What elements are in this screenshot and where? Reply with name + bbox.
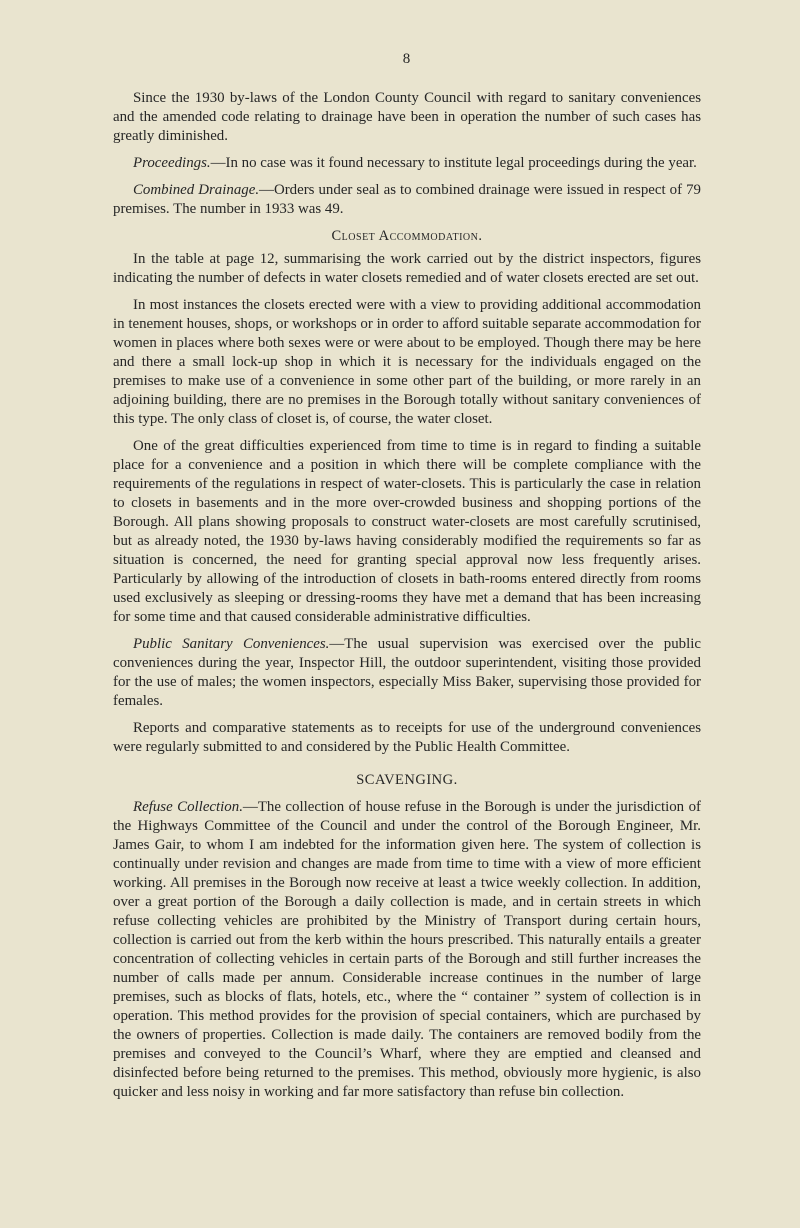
- proceedings-text: —In no case was it found necessary to institute legal proceedings during the year.: [210, 155, 697, 171]
- intro-paragraph: Since the 1930 by-laws of the London County Council with regard to sanitary conveniences and the amended code relating to drainage have been in operation the number of such cases has greatly diminished.: [113, 90, 701, 144]
- proceedings-heading: Proceedings.: [133, 155, 211, 171]
- public-sanitary-paragraph: [113, 635, 701, 711]
- document-page: [113, 50, 701, 1110]
- scavenging-heading: SCAVENGING.: [356, 772, 458, 788]
- refuse-collection-heading: Refuse Collection.: [133, 799, 243, 815]
- reports-paragraph: Reports and comparative statements as to receipts for use of the underground conveniences were regularly submitted to and considered by the Public Health Committee.: [113, 720, 701, 755]
- combined-drainage-text: —Orders under seal as to combined drainage were issued in respect of 79 premises. The number in 1933 was 49.: [113, 182, 701, 217]
- refuse-collection-text: —The collection of house refuse in the Borough is under the jurisdiction of the Highways Committee of the Council and under the control of the Borough Engineer, Mr. James Gair, to whom I am indebted for the information given here. The system of collection is continually under revision and changes are made from time to time with a view of more efficient working. All premises in the Borough now receive at least a twice weekly collection. In addition, over a great portion of the Borough a daily collection is made, and in certain streets in which refuse collecting vehicles are prohibited by the Ministry of Transport during certain hours, collection is carried out from the kerb within the hours prescribed. This naturally entails a greater concentration of collecting vehicles in certain parts of the Borough and still further increases the number of calls made per annum. Considerable increase continues in the number of large premises, such as blocks of flats, hotels, etc., where the “ container ” system of collection is in operation. This method provides for the provision of special containers, which are purchased by the owners of properties. Collection is made daily. The containers are removed bodily from the premises and conveyed to the Council’s Wharf, where they are emptied and cleansed and disinfected before being returned to the premises. This method, obviously more hygienic, is also quicker and less noisy in working and far more satisfactory than refuse bin collection.: [113, 799, 701, 1100]
- combined-drainage-paragraph: [113, 181, 701, 219]
- closet-paragraph-3: One of the great difficulties experienced from time to time is in regard to finding a suitable place for a convenience and a position in which there will be complete compliance with the requirements of the regulations in respect of water-closets. This is particularly the case in relation to closets in basements and in the more over-crowded business and shopping portions of the Borough. All plans showing proposals to construct water-closets are most carefully scrutinised, but as already noted, the 1930 by-laws having considerably modified the requirements so far as situation is concerned, the need for granting special approval now less frequently arises. Particularly by allowing of the introduction of closets in bath-rooms entered directly from rooms used exclusively as sleeping or dressing-rooms they have met a demand that has been increasing for some time and that caused considerable administrative difficulties.: [113, 438, 701, 625]
- proceedings-paragraph: [113, 154, 701, 173]
- public-sanitary-text: —The usual supervision was exercised over the public conveniences during the year, Inspector Hill, the outdoor superintendent, visiting those provided for the use of males; the women inspectors, especially Miss Baker, supervising those provided for females.: [113, 636, 701, 709]
- refuse-collection-paragraph: [113, 798, 701, 1102]
- closet-accommodation-heading: Closet Accommodation.: [331, 228, 483, 244]
- combined-drainage-heading: Combined Drainage.: [133, 182, 260, 198]
- closet-paragraph-1: In the table at page 12, summarising the work carried out by the district inspectors, figures indicating the number of defects in water closets remedied and of water closets erected are set out.: [113, 251, 701, 286]
- public-sanitary-heading: Public Sanitary Conveniences.: [133, 636, 330, 652]
- page-number: 8: [402, 51, 412, 67]
- closet-paragraph-2: In most instances the closets erected were with a view to providing additional accommodation in tenement houses, shops, or workshops or in order to afford suitable separate accommodation for women in places where both sexes were or were about to be employed. Though there may be here and there a small lock-up shop in which it is necessary for the individuals engaged on the premises to make use of a convenience in some other part of the building, or more rarely in an adjoining building, there are no premises in the Borough totally without sanitary conveniences of this type. The only class of closet is, of course, the water closet.: [113, 297, 701, 427]
